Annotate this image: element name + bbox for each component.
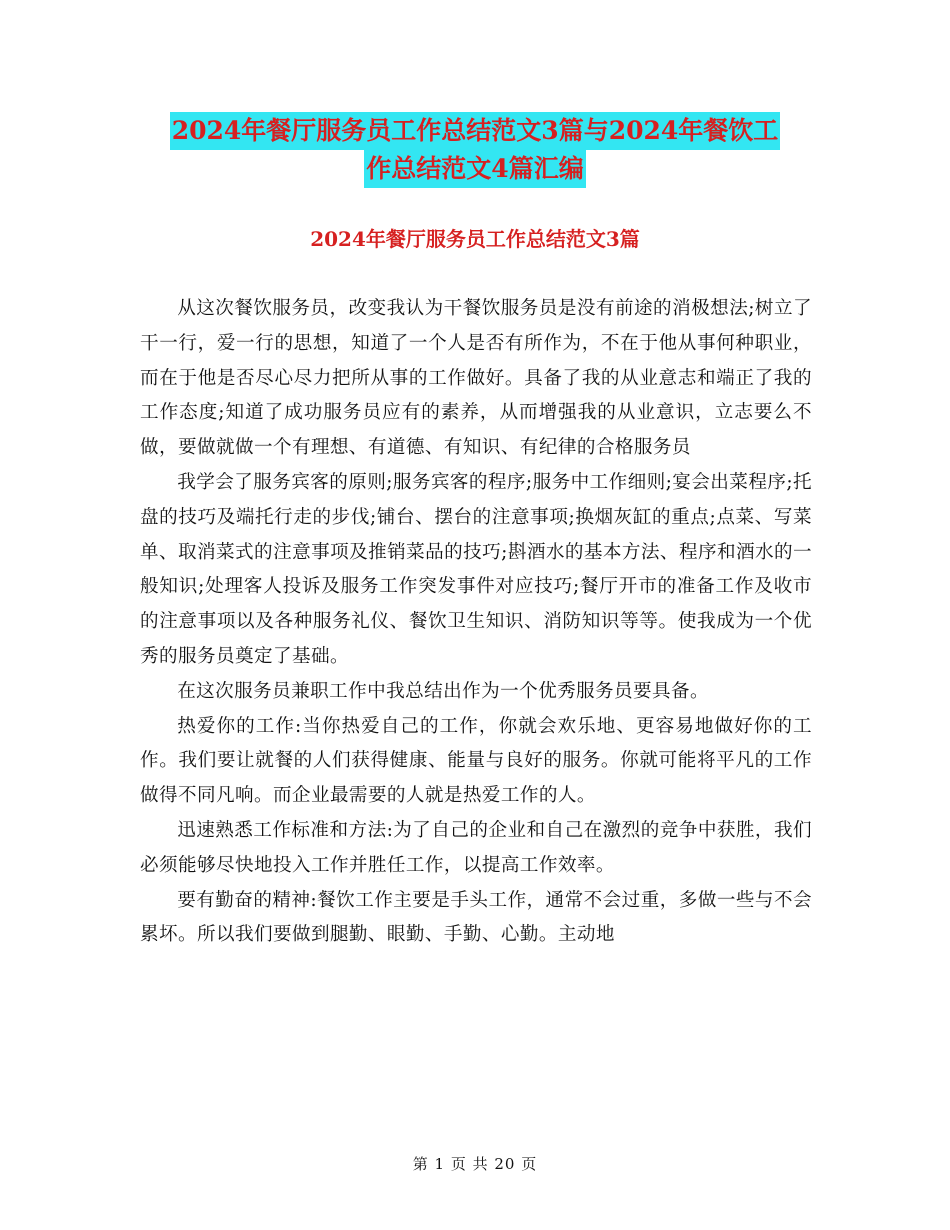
page-number-footer: 第 1 页 共 20 页: [412, 1155, 538, 1173]
title-line-2: 作总结范文4篇汇编: [364, 150, 585, 188]
paragraph: 要有勤奋的精神:餐饮工作主要是手头工作，通常不会过重，多做一些与不会累坏。所以我们要做到腿勤、眼勤、手勤、心勤。主动地: [140, 889, 812, 946]
title-line-1: 2024年餐厅服务员工作总结范文3篇与2024年餐饮工: [170, 112, 781, 150]
document-body: [140, 292, 812, 953]
paragraph: 迅速熟悉工作标准和方法:为了自己的企业和自己在激烈的竞争中获胜，我们必须能够尽快地投入工作并胜任工作，以提高工作效率。: [140, 819, 812, 876]
paragraph: 从这次餐饮服务员，改变我认为干餐饮服务员是没有前途的消极想法;树立了干一行，爱一行的思想，知道了一个人是否有所作为，不在于他从事何种职业，而在于他是否尽心尽力把所从事的工作做好。具备了我的从业意志和端正了我的工作态度;知道了成功服务员应有的素养，从而增强我的从业意识，立志要么不做，要做就做一个有理想、有道德、有知识、有纪律的合格服务员: [140, 298, 812, 459]
document-title: [140, 112, 810, 188]
paragraph: 热爱你的工作:当你热爱自己的工作，你就会欢乐地、更容易地做好你的工作。我们要让就餐的人们获得健康、能量与良好的服务。你就可能将平凡的工作做得不同凡响。而企业最需要的人就是热爱工作的人。: [140, 715, 812, 807]
section-title: 2024年餐厅服务员工作总结范文3篇: [310, 227, 640, 251]
paragraph: 在这次服务员兼职工作中我总结出作为一个优秀服务员要具备。: [177, 680, 710, 702]
paragraph: 我学会了服务宾客的原则;服务宾客的程序;服务中工作细则;宴会出菜程序;托盘的技巧及端托行走的步伐;铺台、摆台的注意事项;换烟灰缸的重点;点菜、写菜单、取消菜式的注意事项及推销菜品的技巧;斟酒水的基本方法、程序和酒水的一般知识;处理客人投诉及服务工作突发事件对应技巧;餐厅开市的准备工作及收市的注意事项以及各种服务礼仪、餐饮卫生知识、消防知识等等。使我成为一个优秀的服务员奠定了基础。: [140, 471, 812, 667]
